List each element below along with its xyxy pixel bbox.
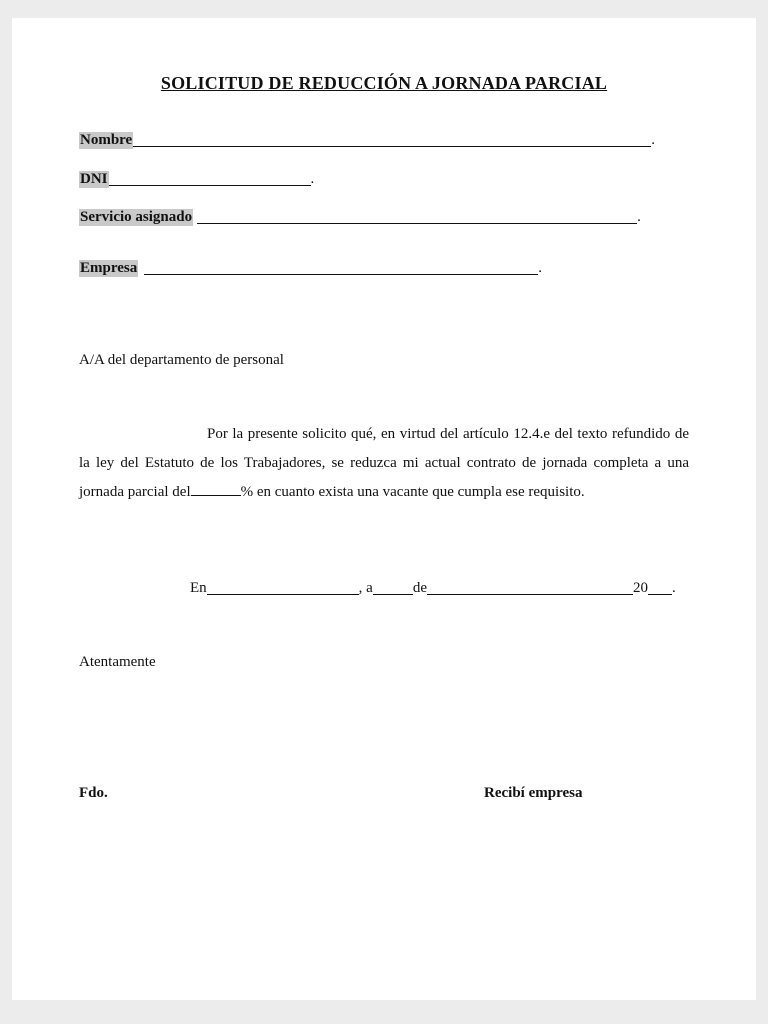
year-blank[interactable]	[648, 580, 672, 595]
servicio-label: Servicio asignado	[80, 209, 193, 225]
month-blank[interactable]	[427, 580, 633, 595]
dni-label: DNI	[80, 171, 108, 187]
nombre-blank-line[interactable]	[133, 132, 651, 147]
dni-field[interactable]	[79, 171, 314, 188]
dni-blank-line[interactable]	[109, 171, 311, 186]
day-blank[interactable]	[373, 580, 413, 595]
date-year-label: 20	[633, 580, 649, 596]
servicio-end: .	[637, 209, 641, 225]
document-page	[12, 18, 756, 1000]
empresa-label: Empresa	[80, 260, 138, 276]
empresa-blank-line[interactable]	[144, 260, 538, 275]
empresa-field[interactable]	[79, 260, 542, 277]
closing-text: Atentamente	[79, 654, 156, 670]
nombre-end: .	[651, 132, 655, 148]
date-en-label: En	[190, 580, 207, 596]
percentage-blank[interactable]	[191, 483, 241, 496]
request-body	[79, 420, 689, 507]
date-a-label: , a	[358, 580, 373, 596]
place-blank[interactable]	[207, 580, 359, 595]
date-end: .	[672, 580, 676, 596]
attention-line: A/A del departamento de personal	[79, 352, 284, 368]
company-receipt-label: Recibí empresa	[484, 785, 583, 801]
document-title: SOLICITUD DE REDUCCIÓN A JORNADA PARCIAL	[160, 73, 608, 93]
empresa-end: .	[538, 260, 542, 276]
date-line	[190, 580, 676, 597]
servicio-field[interactable]	[79, 209, 641, 226]
dni-end: .	[310, 171, 315, 187]
request-body-part2: % en cuanto exista una vacante que cumpla ese requisito.	[240, 484, 585, 500]
nombre-label: Nombre	[80, 132, 133, 148]
nombre-field[interactable]	[79, 132, 655, 149]
servicio-blank-line[interactable]	[197, 209, 637, 224]
request-body-part1: Por la presente solicito qué, en virtud del artículo 12.4.e del texto refundido de la ley del Estatuto de los Trabajadores, se reduzca mi actual contrato de jornada completa a una jornada parcial del	[79, 426, 689, 500]
date-de-label: de	[412, 580, 428, 596]
signature-label: Fdo.	[79, 785, 108, 801]
